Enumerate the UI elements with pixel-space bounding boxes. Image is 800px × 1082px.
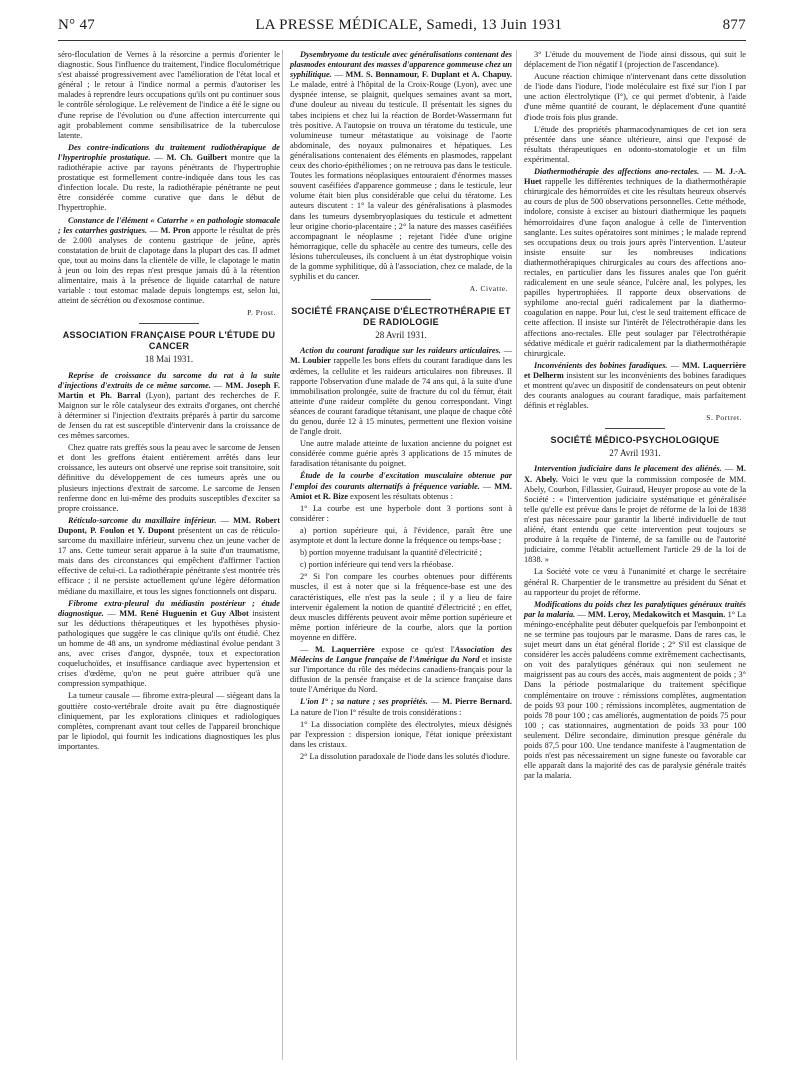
paragraph: Aucune réaction chimique n'intervenant dans cette dissolution de l'iode dans l'iodure, l'iode moléculaire est fixé sur l'ion I par une action électrolytique (I°), ce qui permet d'obtenir, à l'aide d'une même quantité de courant, le déplacement d'une quantité d'iode trois fois plus grande. bbox=[524, 72, 746, 122]
article-author: M. Loubier bbox=[290, 356, 331, 366]
article-title: Intervention judiciaire dans le placement des aliénés. bbox=[534, 464, 722, 474]
session-date: 28 Avril 1931. bbox=[375, 330, 427, 341]
article-author: M. Laquerrière bbox=[314, 644, 375, 654]
society-heading: ASSOCIATION FRANÇAISE POUR L'ÉTUDE DU CANCER bbox=[62, 330, 276, 352]
list-item: 1° La dissociation complète des électrolytes, mieux désignés par l'expression : dispersion ionique, l'état ionique préexistant dans les cristaux. bbox=[290, 719, 512, 749]
list-item: 2° Si l'on compare les courbes obtenues pour différents muscles, il est à noter que si la fréquence-base est une des caractéristiques, elle n'est pas la seule ; il y a lieu de faire intervenir également la notion de quantité d'électricité ; en effet, deux muscles différents peuvent avoir même portion supérieure et même portion inférieure de la courbe, alors que la portion moyenne en diffère. bbox=[290, 572, 512, 642]
paragraph: Chez quatre rats greffés sous la peau avec le sarcome de Jensen et dont les greffons étaient entièrement arrêtés dans leur croissance, les auteurs ont observé une reprise soit transitoire, soit définitive du développement de ces tumeurs après une ou plusieurs injections d'extrait de sarcome. Le sarcome de Jensen renferme donc en lui-même des produits susceptibles d'exciter sa propre croissance. bbox=[58, 443, 280, 513]
section-rule bbox=[605, 428, 665, 429]
article-author: MM. Leroy, Medakowitch et Masquin. bbox=[587, 609, 726, 619]
paragraph: La tumeur causale — fibrome extra-pleural — siégeant dans la gouttière costo-vertébrale droite avait pu être diagnostiquée cliniquement, par les explorations cliniques et radiologiques complètes, comprenant avant tout celles de l'appareil bronchique par le lipiodol, qui fournit les indications diagnostiques les plus importantes. bbox=[58, 691, 280, 751]
article-title: Fibrome extra-pleural du médiastin postérieur ; étude diagnostique. bbox=[58, 598, 280, 618]
column-2 bbox=[290, 50, 512, 764]
article: Modifications du poids chez les paralytiques généraux traités par la malaria. — MM. Leroy, Medakowitch et Masquin. 1° La méningo-encéphalite peut débuter quelquefois par l'embonpoint et ne se termine pas toujours par le marasme. Dans de rares cas, le sujet meurt dans un état général floride ; 2° S'il est classique de considérer les accès paludéens comme extrêmement cachectisants, on voit des paralytiques généraux qui non seulement ne maigrissent pas au cours des accès, mais augmentent de poids ; 3° Dans la période postmalarique du traitement spécifique complémentaire on trouve : rémissions complètes, augmentation de poids 93 pour 100 ; rémissions incomplètes, augmentation de poids 78 pour 100 ; cas améliorés, augmentation de poids 75 pour 100 ; cas stationnaires, augmentation de poids 33 pour 100 seulement. Délire secondaire, diminution presque générale du poids 87,5 pour 100. Une tendance manifeste à l'augmentation de poids n'est pas nécessairement un signe funeste ou favorable car elle apparaît dans la majorité des cas de paralysie générale traités par la malaria. bbox=[524, 599, 746, 781]
column-divider bbox=[282, 50, 283, 1060]
article-title: Dysembryome du testicule avec généralisations contenant des plasmodes entourant des masses d'apparence gommeuse chez un syphilitique. bbox=[290, 50, 512, 80]
paragraph: L'étude des propriétés pharmacodynamiques de cet ion sera présentée dans une séance ultérieure, ainsi que l'exposé de résultats thérapeutiques en odonto-stomatologie et un film expérimental. bbox=[524, 124, 746, 164]
article: Des contre-indications du traitement radiothérapique de l'hypertrophie prostatique. — M. Ch. Guilbert montre que la radiothérapie active par rayons pénétrants de l'hypertrophie prostatique est formellement contre-indiquée dans tous les cas d'infection locale. Du reste, la radiothérapie pénétrante ne peut être considérée comme curative que dans le début de l'hypertrophie. bbox=[58, 142, 280, 213]
article-title: Constance de l'élément « Catarrhe » en pathologie stomacale ; les catarrhes gastriques. bbox=[58, 215, 280, 235]
session-date: 27 Avril 1931. bbox=[609, 448, 661, 459]
article: Étude de la courbe d'excitation musculaire obtenue par l'emploi des courants alternatifs à fréquence variable. — MM. Amiot et R. Bize exposent les résultats obtenus : bbox=[290, 471, 512, 501]
list-item: b) portion moyenne traduisant la quantité d'électricité ; bbox=[300, 548, 482, 558]
article: Inconvénients des bobines faradiques. — MM. Laquerrière et Delherm insistent sur les inconvénients des bobines faradiques et montrent qu'avec un dispositif de condensateurs on peut obtenir des courants analogues au courant faradique, mais parfaitement définis et réglables. bbox=[524, 360, 747, 411]
column-3 bbox=[524, 50, 746, 783]
article-author: M. Pierre Bernard. bbox=[442, 697, 512, 707]
article: Reprise de croissance du sarcome du rat à la suite d'injections d'extraits de ce même sarcome. — MM. Joseph F. Martin et Ph. Barral (Lyon), partant des recherches de F. Maignon sur le rôle catalyseur des extraits d'organes, ont cherché à déterminer si l'injection d'extraits préparés à partir du sarcome de Jensen du rat est susceptible d'intervenir dans la croissance de ces mêmes sarcomes. bbox=[58, 370, 280, 441]
society-heading: SOCIÉTÉ FRANÇAISE D'ÉLECTROTHÉRAPIE ET DE RADIOLOGIE bbox=[291, 306, 511, 328]
article-title: Réticulo-sarcome du maxillaire inférieur. bbox=[68, 515, 217, 525]
paragraph: séro-floculation de Vernes à la résorcine a permis d'orienter le diagnostic. Sous l'influence du traitement, l'indice floculométrique s'est abaissé progressivement avec l'amélioration de l'état local et général ; le retour à l'indice normal a permis d'autoriser les malades à reprendre leurs occupations qu'ils ont pu continuer sous le contrôle sérologique. Le relèvement de l'indice a été le signe ou d'une reprise de l'évolution ou d'une affection intercurrente qui agit probablement comme sensibilisatrice de la tuberculose latente. bbox=[58, 50, 280, 140]
paragraph: 3° L'étude du mouvement de l'iode ainsi dissous, qui suit le déplacement de l'ion négatif I (projection de l'ascendance). bbox=[524, 50, 746, 70]
article-text: insistent sur les inconvénients des bobines faradiques et montrent qu'avec un dispositif de condensateurs on peut obtenir des courants analogues au courant faradique, mais parfaitement définis et réglables. bbox=[524, 370, 747, 411]
article-text: insistent sur les déductions thérapeutiques et les hypothèses physio-pathologiques que suggère le cas clinique qu'ils ont étudié. Chez un homme de 48 ans, un syndrome médiastinal évolue pendant 3 ans, avec crises d'angor, dyspnée, toux et expectoration coqueluchoïdes, et insuffisance cardiaque avec hypertension et crises d'œdème, qu'on ne peut guère attribuer qu'à une compression sympathique. bbox=[58, 608, 280, 689]
article-text: Voici le vœu que la commission composée de MM. Abely, Courbon, Fillassier, Guiraud, Heuyer propose au vote de la Société : « l'intervention judiciaire systématique et généralisée telle qu'elle est prévue dans le projet de réforme de la loi de 1838 n'est pas nécessaire pour garantir la liberté individuelle de tout aliéné, étant entendu que cette intervention peut toujours se produire à la requête de l'interné, de sa famille ou de l'autorité judiciaire, comme l'établit actuellement l'article 29 de la loi de 1838. » bbox=[524, 474, 747, 565]
article-author: MM. Amiot et R. Bize bbox=[290, 481, 512, 501]
paragraph: Une autre malade atteinte de luxation ancienne du poignet est considérée comme guérie après 3 applications de 15 minutes de faradisation tétanisante du poignet. bbox=[290, 439, 512, 469]
article-author: MM. Laquerrière et Delherm bbox=[524, 360, 746, 380]
article-text: 1° La méningo-encéphalite peut débuter quelquefois par l'embonpoint et ne se termine pas toujours par le marasme. Dans de rares cas, le sujet meurt dans un état général floride ; 2° S'il est classique de considérer les accès paludéens comme extrêmement cachectisants, on voit des paralytiques généraux qui non seulement ne maigrissent pas au cours des accès, mais augmentent de poids ; 3° Dans la période postmalarique du traitement spécifique complémentaire on trouve : rémissions complètes, augmentation de poids 93 pour 100 ; rémissions incomplètes, augmentation de poids 78 pour 100 ; cas améliorés, augmentation de poids 75 pour 100 ; cas stationnaires, augmentation de poids 33 pour 100 seulement. Délire secondaire, diminution presque générale du poids 87,5 pour 100. Une tendance manifeste à l'augmentation de poids n'est pas nécessairement un signe funeste ou favorable car elle apparaît dans la majorité des cas de paralysie générale traités par la malaria. bbox=[524, 609, 746, 781]
section-rule bbox=[139, 323, 199, 324]
article-text: rappelle les bons effets du courant faradique dans les œdèmes, la cellulite et les raideurs articulaires non fibreuses. Il rapporte l'observation d'une malade de 74 ans qui, à la suite d'une immobilisation prolongée, suite de fracture du col du fémur, était atteinte d'une raideur complète du genou correspondant. Vingt séances de courant faradique tétanisant, une plaque de chaque côté du genou, durée 12 à 15 minutes, permettent une flexion voisine de l'angle droit. bbox=[290, 356, 513, 437]
section-rule bbox=[371, 299, 431, 300]
article-title: Modifications du poids chez les paralytiques généraux traités par la malaria. bbox=[524, 599, 746, 619]
article-text: (Lyon), partant des recherches de F. Maignon sur le rôle catalyseur des extraits d'organes, ont cherché à déterminer si l'injection d'extraits préparés à partir du sarcome de Jensen du rat est susceptible d'intervenir dans la croissance de ces mêmes sarcomes. bbox=[58, 390, 280, 441]
paragraph: La Société vote ce vœu à l'unanimité et charge le secrétaire général R. Charpentier de le transmettre au président du Sénat et au rapporteur du projet de réforme. bbox=[524, 567, 746, 597]
article-author: M. X. Abely. bbox=[524, 464, 746, 484]
signature: A. Civatte. bbox=[469, 284, 508, 294]
article-text: rappelle les différentes techniques de la diathermothérapie chirurgicale des hémorroïdes et cite les résultats heureux observés au cours de plus de 500 observations personnelles. Cette méthode, indolore, consiste à exciser au bistouri diathermique les paquets hémorroïdaires d'une façon analogue à celle de l'intervention sanglante. Les suites opératoires sont minimes ; le malade reprend ses occupations deux ou trois jours après l'intervention. L'auteur insiste ensuite sur les nombreuses indications diathermothérapiques chirurgicales au cours des affections ano-rectales, en particulier dans les fissures anales que l'on guérit radicalement en une seule séance, l'ulcère anal, les polypes, les papilles hypertrophiées. Il rapporte deux observations de syphilome ano-rectal guéri radicalement par la diathermo-coagulation en nappe. Pour lui, c'est le seul traitement efficace de cette affection. Il insiste sur l'intérêt de l'électrothérapie dans les affections ano-rectales. Elle peut soulager par l'électrothérapie sédative médicale et guérir radicalement par la diathermothérapie chirurgicale. bbox=[524, 177, 747, 358]
article-title: Reprise de croissance du sarcome du rat à la suite d'injections d'extraits de ce même sarcome. bbox=[58, 370, 280, 390]
signature: P. Prost. bbox=[247, 308, 276, 318]
article-title: Étude de la courbe d'excitation musculaire obtenue par l'emploi des courants alternatifs à fréquence variable. bbox=[290, 471, 512, 491]
list-item: 1° La courbe est une hyperbole dont 3 portions sont à considérer : bbox=[290, 503, 512, 523]
session-date: 18 Mai 1931. bbox=[144, 354, 194, 365]
list-item: c) portion inférieure qui tend vers la rhéobase. bbox=[300, 560, 454, 570]
article-author: M. Pron bbox=[160, 225, 191, 235]
page-header bbox=[58, 17, 746, 37]
journal-title: LA PRESSE MÉDICALE, Samedi, 13 Juin 1931 bbox=[255, 17, 563, 33]
column-1 bbox=[58, 50, 280, 754]
article-title: L'ion I° ; sa nature ; ses propriétés. bbox=[300, 697, 428, 707]
article: Action du courant faradique sur les raideurs articulaires. — M. Loubier rappelle les bons effets du courant faradique dans les œdèmes, la cellulite et les raideurs articulaires non fibreuses. Il rapporte l'observation d'une malade de 74 ans qui, à la suite d'une immobilisation prolongée, suite de fracture du col du fémur, était atteinte d'une raideur complète du genou correspondant. Vingt séances de courant faradique tétanisant, une plaque de chaque côté du genou, durée 12 à 15 minutes, permettent une flexion voisine de l'angle droit. bbox=[290, 346, 513, 437]
article: L'ion I° ; sa nature ; ses propriétés. — M. Pierre Bernard. La nature de l'ion I° résulte de trois considérations : bbox=[290, 697, 512, 717]
article-text: Le malade, entré à l'hôpital de la Croix-Rouge (Lyon), avec une dyspnée intense, se plaignit, quelques semaines avant sa mort, d'une douleur au niveau du testicule. Il présentait les signes du tabes incipiens et chez lui la réaction de Bordet-Wassermann fut très positive. A l'autopsie on trouva un tératome du testicule, une volumineuse tumeur métastatique au voisinage de l'aorte abdominale, des noyaux pulmonaires et hépatiques. Les généralisations contenaient des éléments en plasmodes, rappelant ceux des chorio-épithéliomes ; on ne retrouva pas dans le testicule. Toutes les formations néoplasiques entouraient d'énormes masses souvent caséifiées d'apparence gommeuse ; dans le testicule, leur volume était bien plus considérable que celui du tératome. Les auteurs discutent : 1° la valeur des généralisations à plasmodes dans les tumeurs dysembryoplasiques du testicule et admettent leur origine chorio-placentaire ; 2° la nature des masses caséifiées accompagnant le néoplasme ; rejetant l'idée d'une origine hémorragique, celle du sphacèle au centre des tumeurs, celle des lésions tuberculeuses, ils concluent à un état dystrophique voisin de la gomme syphilitique, dû à l'association, chez ce malade, de la syphilis et du cancer. bbox=[290, 80, 512, 282]
article-author: MM. Joseph F. Martin et Ph. Barral bbox=[58, 380, 280, 400]
list-item: 2° La dissolution paradoxale de l'iode dans les solutés d'iodure. bbox=[300, 751, 510, 761]
article: Réticulo-sarcome du maxillaire inférieur. — MM. Robert Dupont, P. Foulon et Y. Dupont présentent un cas de réticulo-sarcome du maxillaire inférieur, survenu chez un jeune vacher de 17 ans. Cette tumeur serait apparue à la suite d'un traumatisme, mais dans des circonstances qui empêchent d'affirmer l'action effective de celui-ci. La radiothérapie pénétrante s'est montrée très efficace ; il ne persiste actuellement qu'une légère déformation médiane du maxillaire, et tous les signes fonctionnels ont disparu. bbox=[58, 515, 280, 596]
page-number: 877 bbox=[722, 17, 746, 33]
header-rule bbox=[58, 40, 746, 41]
article: Diathermothérapie des affections ano-rectales. — M. J.-A. Huet rappelle les différentes techniques de la diathermothérapie chirurgicale des hémorroïdes et cite les résultats heureux observés au cours de plus de 500 observations personnelles. Cette méthode, indolore, consiste à exciser au bistouri diathermique les paquets hémorroïdaires d'une façon analogue à celle de l'intervention sanglante. Les suites opératoires sont minimes ; le malade reprend ses occupations deux ou trois jours après l'intervention. L'auteur insiste ensuite sur les nombreuses indications diathermothérapiques chirurgicales au cours des affections ano-rectales, en particulier dans les fissures anales que l'on guérit radicalement en une seule séance, l'ulcère anal, les polypes, les papilles hypertrophiées. Il rapporte deux observations de syphilome ano-rectal guéri radicalement par la diathermo-coagulation en nappe. Pour lui, c'est le seul traitement efficace de cette affection. Il insiste sur l'intérêt de l'électrothérapie dans les affections ano-rectales. Elle peut soulager par l'électrothérapie sédative médicale et guérir radicalement par la diathermothérapie chirurgicale. bbox=[524, 167, 747, 358]
article-author: MM. René Huguenin et Guy Albot bbox=[119, 608, 249, 618]
article-title: Action du courant faradique sur les raideurs articulaires. bbox=[300, 346, 501, 356]
article-text: expose ce qu'est l' bbox=[381, 644, 455, 654]
issue-number: N° 47 bbox=[58, 17, 96, 33]
article-text: apporte le résultat de près de 2.000 analyses de contenu gastrique de jeûne, après constatation de bruit de clapotage dans la plupart des cas. Il admet que, tout au moins dans la clientèle de ville, le clapotage le matin à jeun ou loin des repas n'est presque jamais dû à la rétention alimentaire, mais à la présence de liquide catarrhal de nature variable : tout estomac malade depuis longtemps est, selon lui, atteint de sécrétion ou d'exosmose continue. bbox=[58, 225, 280, 306]
article-title: Inconvénients des bobines faradiques. bbox=[534, 360, 668, 370]
article-author: M. J.-A. Huet bbox=[524, 167, 747, 187]
article: Constance de l'élément « Catarrhe » en pathologie stomacale ; les catarrhes gastriques. — M. Pron apporte le résultat de près de 2.000 analyses de contenu gastrique de jeûne, après constatation de bruit de clapotage dans la plupart des cas. Il admet que, tout au moins dans la clientèle de ville, le clapotage le matin à jeun ou loin des repas n'est presque jamais dû à la rétention alimentaire, mais à la présence de liquide catarrhal de nature variable : tout estomac malade depuis longtemps est, selon lui, atteint de sécrétion ou d'exosmose continue. bbox=[58, 215, 280, 306]
article-author: M. Ch. Guilbert bbox=[166, 152, 228, 162]
article-text: La nature de l'ion I° résulte de trois considérations : bbox=[290, 707, 462, 717]
article: Dysembryome du testicule avec généralisations contenant des plasmodes entourant des masses d'apparence gommeuse chez un syphilitique. — MM. S. Bonnamour, F. Duplant et A. Chapuy. Le malade, entré à l'hôpital de la Croix-Rouge (Lyon), avec une dyspnée intense, se plaignit, quelques semaines avant sa mort, d'une douleur au niveau du testicule. Il présentait les signes du tabes incipiens et chez lui la réaction de Bordet-Wassermann fut très positive. A l'autopsie on trouva un tératome du testicule, une volumineuse tumeur métastatique au voisinage de l'aorte abdominale, des noyaux pulmonaires et hépatiques. Les généralisations contenaient des éléments en plasmodes, rappelant ceux des chorio-épithéliomes ; on ne retrouva pas dans le testicule. Toutes les formations néoplasiques entouraient d'énormes masses souvent caséifiées d'apparence gommeuse ; dans le testicule, leur volume était bien plus considérable que celui du tératome. Les auteurs discutent : 1° la valeur des généralisations à plasmodes dans les tumeurs dysembryoplasiques du testicule et admettent leur origine chorio-placentaire ; 2° la nature des masses caséifiées accompagnant le néoplasme ; rejetant l'idée d'une origine hémorragique, celle du sphacèle au centre des tumeurs, celle des lésions tuberculeuses, ils concluent à un état dystrophique voisin de la gomme syphilitique, dû à l'association, chez ce malade, de la syphilis et du cancer. bbox=[290, 50, 512, 282]
article-text: présentent un cas de réticulo-sarcome du maxillaire inférieur, survenu chez un jeune vacher de 17 ans. Cette tumeur serait apparue à la suite d'un traumatisme, mais dans des circonstances qui empêchent d'affirmer l'action effective de celui-ci. La radiothérapie pénétrante s'est montrée très efficace ; il ne persiste actuellement qu'une légère déformation médiane du maxillaire, et tous les signes fonctionnels ont disparu. bbox=[58, 525, 280, 596]
list-item: a) portion supérieure qui, à l'évidence, paraît être une asymptote et dont la lecture donne la fréquence ou temps-base ; bbox=[290, 525, 512, 546]
society-heading: SOCIÉTÉ MÉDICO-PSYCHOLOGIQUE bbox=[550, 435, 720, 446]
article: — M. Laquerrière expose ce qu'est l'Association des Médecins de Langue française de l'Amérique du Nord et insiste sur l'importance du rôle des médecins canadiens-français pour la diffusion de la pensée française et de la science française dans toute l'Amérique du Nord. bbox=[290, 644, 512, 695]
article-author: MM. S. Bonnamour, F. Duplant et A. Chapuy. bbox=[345, 70, 512, 80]
article-text: montre que la radiothérapie active par rayons pénétrants de l'hypertrophie prostatique est formellement contre-indiquée dans tous les cas d'infection locale. Du reste, la radiothérapie pénétrante ne peut être considérée comme curative que dans le début de l'hypertrophie. bbox=[58, 152, 280, 213]
article-title: Des contre-indications du traitement radiothérapique de l'hypertrophie prostatique. bbox=[58, 142, 280, 162]
article-title: Diathermothérapie des affections ano-rectales. bbox=[534, 167, 700, 177]
article-text: et insiste sur l'importance du rôle des médecins canadiens-français pour la diffusion de la pensée française et de la science française dans toute l'Amérique du Nord. bbox=[290, 655, 512, 695]
column-divider bbox=[516, 50, 517, 1060]
article-author: MM. Robert Dupont, P. Foulon et Y. Dupont bbox=[58, 515, 280, 535]
article-title: Association des Médecins de Langue française de l'Amérique du Nord bbox=[290, 644, 512, 665]
article-text: exposent les résultats obtenus : bbox=[350, 491, 453, 501]
article: Fibrome extra-pleural du médiastin postérieur ; étude diagnostique. — MM. René Huguenin et Guy Albot insistent sur les déductions thérapeutiques et les hypothèses physio-pathologiques que suggère le cas clinique qu'ils ont étudié. Chez un homme de 48 ans, un syndrome médiastinal évolue pendant 3 ans, avec crises d'angor, dyspnée, toux et expectoration coqueluchoïdes, et insuffisance cardiaque avec hypertension et crises d'œdème, qu'on ne peut guère attribuer qu'à une compression sympathique. bbox=[58, 598, 280, 689]
article: Intervention judiciaire dans le placement des aliénés. — M. X. Abely. Voici le vœu que la commission composée de MM. Abely, Courbon, Fillassier, Guiraud, Heuyer propose au vote de la Société : « l'intervention judiciaire systématique et généralisée telle qu'elle est prévue dans le projet de réforme de la loi de 1838 n'est pas nécessaire pour garantir la liberté individuelle de tout aliéné, étant entendu que cette intervention peut toujours se produire à la requête de l'interné, de sa famille ou de l'autorité judiciaire, comme l'établit actuellement l'article 29 de la loi de 1838. » bbox=[524, 464, 747, 565]
signature: S. Portret. bbox=[706, 413, 742, 423]
